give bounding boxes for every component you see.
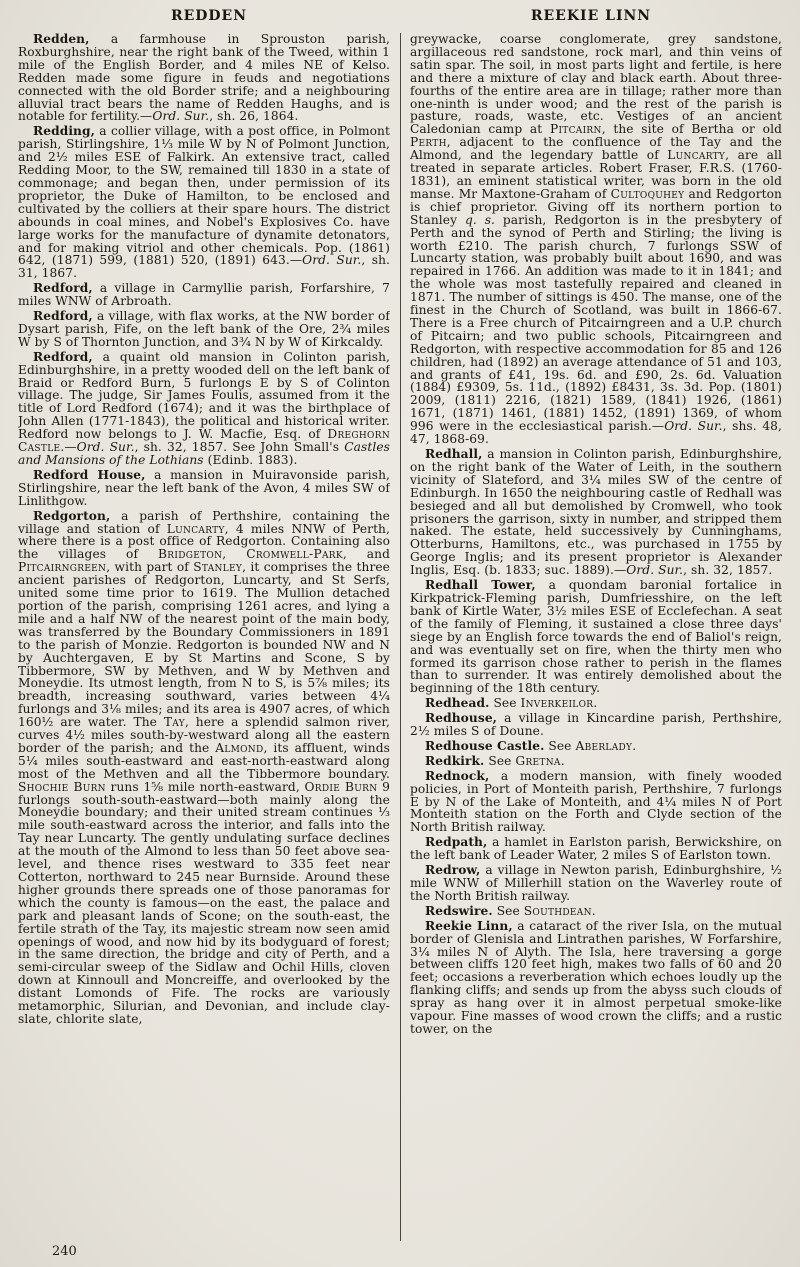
entry-text: a village, with flax works, at the NW border of Dysart parish, Fife, on the left bank of the Ore, 2¾ miles W by S of Thornton Junction, and 3¾ N by W of Kirkcaldy. (18, 309, 390, 349)
cross-reference: Cultoquhey (610, 186, 685, 201)
entry-redhall-tower (410, 579, 782, 695)
entry-title: Redden, (33, 33, 90, 46)
entry-text: , with part of (106, 560, 194, 575)
entry-text: a mansion in Colinton parish, Edinburghshire, on the right bank of the Water of Leith, in the southern vicinity of Slateford, and 3¼ miles SW of the centre of Edinburgh. In 1650 the neighbouring castle of Redhall was besieged and all but demolished by Cromwell, who took prisoners the garrison, sixty in number, and stripped them naked. The estate, held successively by Cunninghams, Otterburns, Hamiltons, etc., was purchased in 1755 by George Inglis; and its present proprietor is Alexander Inglis, Esq. (b. 1833; suc. 1889).— (410, 447, 782, 578)
entry-text: , (222, 547, 247, 562)
page-number: 240 (52, 1244, 77, 1259)
entry-text: Castles and Mansions of the Lothians (18, 440, 390, 467)
entry-title: Redford, (33, 349, 93, 364)
entry-text: Ord. Sur. (664, 419, 723, 434)
entry-text: .— (60, 440, 77, 455)
entry-text: a quaint old mansion in Colinton parish, Edinburghshire, in a pretty wooded dell on the left bank of Braid or Redford Burn, 5 furlongs E by S of Colinton village. The judge, Sir James Foulis, assumed from it the title of Lord Redford (1674); and it was the birthplace of John Allen (1771-1843), the political and historical writer. Redford now belongs to J. W. Macfie, Esq. of (18, 349, 390, 442)
entry-text: , here a splendid salmon river, curves 4½ miles south-by-westward along all the eastern border of the parish; and the (18, 715, 390, 755)
entry-text: a village in Newton parish, Edinburghshire, ½ mile WNW of Millerhill station on the Waverley route of the North British railway. (410, 863, 782, 903)
cross-reference: Perth (410, 135, 447, 150)
entry-redpath (410, 836, 782, 862)
entry-title: Reekie Linn, (425, 918, 513, 933)
cross-reference: Stanley (193, 560, 243, 575)
text-columns (18, 33, 784, 1241)
cross-reference: Cromwell-Park (246, 547, 343, 562)
entry-text: , are all treated in separate articles. Robert Fraser, F.R.S. (1760-1831), an eminent statistical writer, was born in the old manse. Mr Maxtone-Graham of (410, 148, 782, 201)
entry-text: a cataract of the river Isla, on the mutual border of Glenisla and Lintrathen parishes, W Forfarshire, 3¼ miles N of Alyth. The Isla, here traversing a gorge between cliffs 120 feet high, makes two falls of 60 and 20 feet; occasions a reverberation which echoes loudly up the flanking cliffs; and sends up from the abyss such clouds of spray as hang over it in almost perpetual smoke-like vapour. Fine masses of wood crown the cliffs; and a rustic tower, on the (410, 918, 782, 1036)
cross-reference: Aberlady (575, 738, 633, 753)
cross-reference: Luncarty (667, 148, 726, 163)
entry-title: Redford House, (33, 467, 146, 482)
entry-redhouse (410, 712, 782, 738)
entry-text: parish, Redgorton is in the presbytery of Perth and the synod of Perth and Stirling; the living is worth £210. The parish church, 7 furlongs SSW of Luncarty station, was probably built about 1690, and was repaired in 1766. An addition was made to it in 1841; and the whole was most tastefully repaired and cleaned in 1871. The number of sittings is 450. The manse, one of the finest in the Church of Scotland, was built in 1866-67. There is a Free church of Pitcairngreen and a U.P. church of Pitcairn; and two public schools, Pitcairngreen and Redgorton, with respective accommodation for 85 and 126 children, had (1892) an average attendance of 51 and 103, and grants of £41, 19s. 6d. and £90, 2s. 6d. Valuation (1884) £9309, 5s. 11d., (1892) £8431, 3s. 3d. Pop. (1801) 2009, (1811) 2216, (1821) 1589, (1841) 1926, (1861) 1671, (1871) 1461, (1881) 1452, (1891) 1369, of whom 996 were in the ecclesiastical parish.— (410, 212, 782, 434)
entry-text: . (593, 696, 598, 711)
cross-reference: Shochie Burn (18, 779, 106, 794)
cross-reference: Southdean (523, 903, 592, 918)
entry-text: . (560, 753, 565, 768)
entry-title: Redford, (33, 281, 93, 296)
running-head-left: REDDEN (170, 8, 248, 24)
cross-reference: Inverkeilor (520, 696, 594, 711)
column-divider-rule (400, 33, 401, 1241)
entry-text: Ord. Sur. (76, 440, 135, 455)
entry-text: and Redgorton is chief proprietor. Giving off its northern portion to Stanley (410, 186, 782, 227)
entry-text: Ord. Sur. (152, 109, 210, 124)
entry-redgorton (18, 510, 390, 1026)
entry-text: q. s. (464, 212, 496, 227)
cross-reference: Luncarty (166, 521, 225, 536)
entry-text: a quondam baronial fortalice in Kirkpatrick-Fleming parish, Dumfriesshire, on the left bank of Kirtle Water, 3½ miles ESE of Ecclefechan. A seat of the family of Fleming, it sustained a close three days' siege by an English force towards the end of Baliol's reign, and was eventually set on fire, when the thirty men who formed its garrison chose rather to perish in the flames than to surrender. It was entirely demolished about the beginning of the 18th century. (410, 578, 782, 696)
entry-text: , sh. 31, 1867. (18, 253, 390, 281)
entry-text: Ord. Sur. (626, 563, 684, 578)
entry-text: . (632, 738, 637, 753)
entry-reekie-linn (410, 920, 782, 1036)
entry-text: , sh. 26, 1864. (209, 109, 299, 124)
entry-text: a village in Carmyllie parish, Forfarshire, 7 miles WNW of Arbroath. (18, 281, 390, 309)
left-column (18, 33, 390, 1241)
entry-redgorton-continued (410, 33, 782, 446)
entry-redford-colinton (18, 351, 390, 467)
entry-text: a collier village, with a post office, in Polmont parish, Stirlingshire, 1⅓ mile W by N of Polmont Junction, and 2½ miles ESE of Falkirk. An extensive tract, called Redding Moor, to the SW, remained till 1830 in a state of commonage; and began then, under permission of its proprietor, the Duke of Hamilton, to be enclosed and cultivated by the colliers at their spare hours. The district abounds in coal mines, and Nobel's Explosives Co. have large works for the manufacture of dynamite detonators, and for making vitriol and other chemicals. Pop. (1861) 642, (1871) 599, (1881) 520, (1891) 643.— (18, 124, 390, 268)
entry-text: , it comprises the three ancient parishes of Redgorton, Luncarty, and St Serfs, united some time prior to 1619. The Mullion detached portion of the parish, comprising 1261 acres, and lying a mile and a half NW of the nearest point of the main body, was transferred by the Boundary Commissioners in 1891 to the parish of Monzie. Redgorton is bounded NW and N by Auchtergaven, E by St Martins and Scone, S by Tibbermore, SW by Methven, and W by Methven and Moneydie. Its utmost length, from N to S, is 5⅞ miles; its breadth, increasing southward, varies between 4¼ furlongs and 3⅛ miles; and its area is 4907 acres, of which 160½ are water. The (18, 560, 390, 730)
cross-reference: Tay (163, 715, 185, 730)
entry-text: a mansion in Muiravonside parish, Stirlingshire, near the left bank of the Avon, 4 miles SW of Linlithgow. (18, 467, 390, 508)
entry-text: a parish of Perthshire, containing the village and station of (18, 508, 390, 536)
entry-text: a hamlet in Earlston parish, Berwickshire, on the left bank of Leader Water, 2 miles S of Earlston town. (410, 835, 782, 863)
entry-title: Redding, (33, 124, 95, 139)
entry-title: Redgorton, (33, 508, 111, 523)
entry-redhouse-castle (410, 740, 782, 753)
entry-text: See (544, 738, 576, 753)
cross-reference: Gretna (515, 753, 561, 768)
entry-text: , 4 miles NNW of Perth, where there is a post office of Redgorton. Containing also the villages of (18, 521, 390, 562)
entry-redden (18, 33, 390, 123)
entry-text: See (484, 753, 516, 768)
entry-title: Redhouse Castle. (425, 738, 545, 753)
entry-text: a modern mansion, with finely wooded policies, in Port of Monteith parish, Perthshire, 7 furlongs E by N of the Lake of Monteith, and 4¼ miles N of Port Monteith station on the Forth and Clyde section of the North British railway. (410, 768, 782, 835)
entry-text: . (591, 903, 596, 918)
entry-title: Redpath, (425, 835, 488, 850)
entry-text: , its affluent, winds 5¼ miles south-eastward and east-north-eastward along most of the Methven and all the Tibbermore boundary. (18, 740, 390, 781)
entry-redford-dysart (18, 310, 390, 349)
entry-redding (18, 125, 390, 280)
entry-text: , sh. 32, 1857. See John Small's (134, 440, 345, 455)
entry-text: See (492, 903, 524, 918)
entry-text: See (489, 696, 521, 711)
entry-redford-house (18, 469, 390, 508)
entry-rednock (410, 770, 782, 835)
entry-redford-carmyllie (18, 282, 390, 308)
entry-redswire (410, 905, 782, 918)
running-head-right: REEKIE LINN (530, 8, 652, 24)
right-column (410, 33, 782, 1241)
entry-title: Rednock, (425, 768, 490, 783)
cross-reference: Ordie Burn (304, 779, 378, 794)
entry-text: Ord. Sur. (302, 253, 362, 268)
entry-redkirk (410, 755, 782, 768)
entry-text: , shs. 48, 47, 1868-69. (410, 419, 782, 447)
entry-text: greywacke, coarse conglomerate, grey sandstone, argillaceous red sandstone, rock marl, and thin veins of satin spar. The soil, in most parts light and fertile, is here and there a mixture of clay and black earth. About three-fourths of the entire area are in tillage; rather more than one-ninth is under wood; and the rest of the parish is pasture, roads, waste, etc. Vestiges of an ancient Caledonian camp at (410, 33, 782, 137)
entry-title: Redford, (33, 309, 93, 324)
cross-reference: Bridgeton (158, 547, 223, 562)
entry-redhall (410, 448, 782, 577)
entry-text: , adjacent to the confluence of the Tay and the Almond, and the legendary battle of (410, 135, 782, 163)
entry-text: runs 1⅝ mile north-eastward, (105, 779, 305, 794)
entry-title: Redkirk. (425, 753, 485, 768)
cross-reference: Almond (215, 740, 264, 755)
entry-title: Redrow, (425, 863, 481, 878)
entry-redhead (410, 697, 782, 710)
entry-text: a farmhouse in Sprouston parish, Roxburghshire, near the right bank of the Tweed, within 1 mile of the English Border, and 4 miles NE of Kelso. Redden made some figure in feuds and negotiations connected with the old Border strife; and a neighbouring alluvial tract bears the name of Redden Haughs, and is notable for fertility.— (18, 33, 390, 124)
entry-text: , and (342, 547, 390, 562)
entry-title: Redhall Tower, (425, 578, 536, 593)
cross-reference: Dreghorn Castle (18, 427, 390, 455)
entry-text: , sh. 32, 1857. (683, 563, 773, 578)
cross-reference: Pitcairn (549, 122, 602, 137)
entry-title: Redhead. (425, 696, 490, 711)
entry-title: Redhouse, (425, 711, 498, 726)
entry-redrow (410, 864, 782, 903)
cross-reference: Pitcairngreen (18, 560, 107, 575)
entry-text: (Edinb. 1883). (203, 453, 298, 467)
running-heads (18, 8, 782, 24)
entry-text: , the site of Bertha or old (601, 122, 782, 137)
entry-text: 9 furlongs south-south-eastward—both mainly along the Moneydie boundary; and their united stream continues ⅓ mile south-eastward across the interior, and falls into the Tay near Luncarty. The gently undulating surface declines at the mouth of the Almond to less than 50 feet above sea-level, and thence rises westward to 335 feet near Cotterton, northward to 245 near Burnside. Around these higher grounds there spreads one of those panoramas for which the county is famous—on the east, the palace and park and pleasant lands of Scone; on the south-east, the fertile strath of the Tay, its majestic stream now seen amid openings of wood, and now hid by its bodyguard of forest; in the same direction, the bridge and city of Perth, and a semi-circular sweep of the Sidlaw and Ochil Hills, cloven down at Kinnoull and Moncreiffe, and overlooked by the distant Lomonds of Fife. The rocks are variously metamorphic, Silurian, and Devonian, and include clay-slate, chlorite slate, (18, 779, 390, 1026)
entry-text: a village in Kincardine parish, Perthshire, 2½ miles S of Doune. (410, 711, 782, 739)
entry-title: Redswire. (425, 903, 493, 918)
entry-title: Redhall, (425, 447, 483, 461)
